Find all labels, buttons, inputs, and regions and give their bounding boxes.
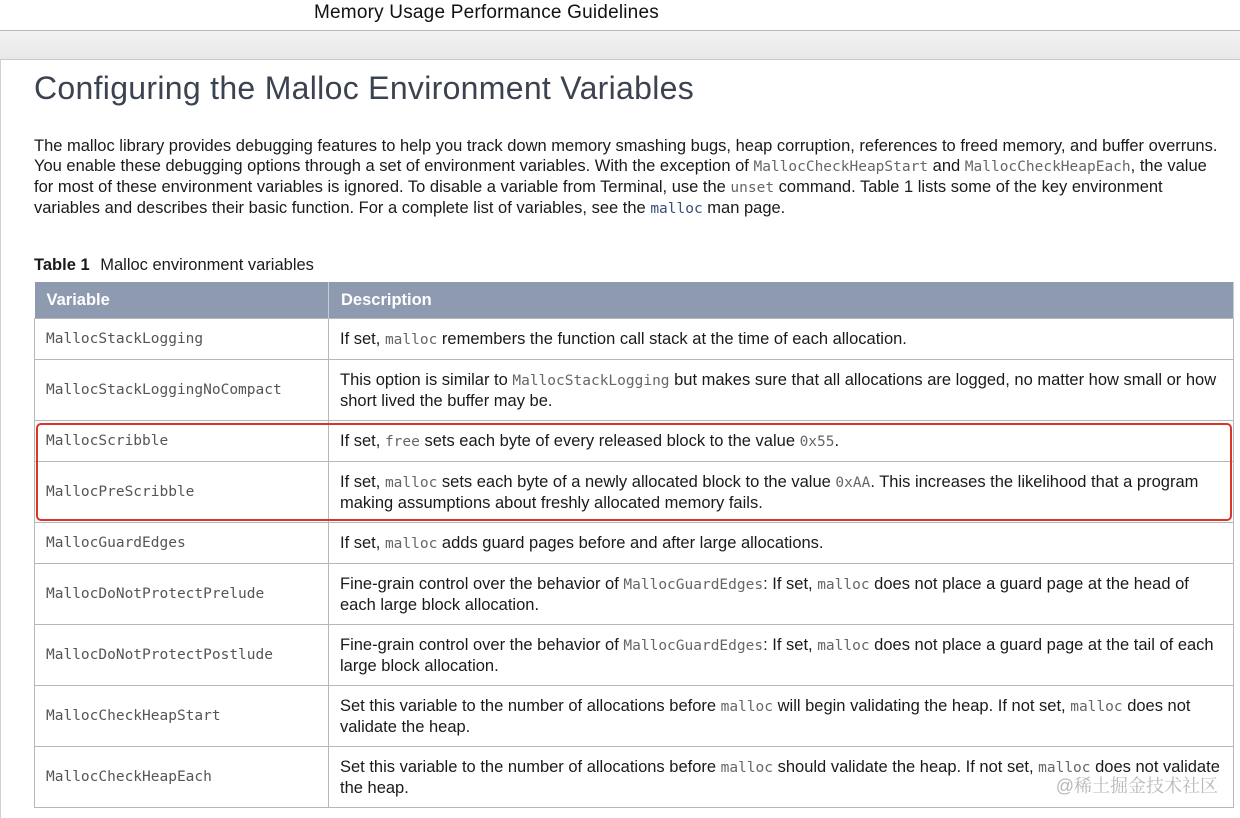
inline-code: malloc <box>1070 698 1123 715</box>
inline-code: malloc <box>817 576 870 593</box>
env-variables-table <box>34 282 1234 808</box>
inline-code: MallocCheckHeapStart <box>753 159 929 175</box>
variable-description <box>329 564 1234 625</box>
text-run: . <box>834 431 840 450</box>
variable-name: MallocCheckHeapEach <box>35 747 329 808</box>
table-caption-text: Malloc environment variables <box>100 256 314 274</box>
column-header-variable: Variable <box>35 282 329 319</box>
text-run: This option is similar to <box>340 370 513 389</box>
table-header-row <box>35 282 1234 319</box>
variable-description <box>329 625 1234 686</box>
variable-description <box>329 360 1234 421</box>
text-run: will begin validating the heap. If not set, <box>773 696 1071 715</box>
table-caption <box>34 256 314 275</box>
text-run: Set this variable to the number of allocations before <box>340 757 721 776</box>
text-run: If set, <box>340 533 385 552</box>
inline-code: MallocCheckHeapEach <box>964 159 1131 175</box>
table-row <box>35 319 1234 360</box>
table-row <box>35 625 1234 686</box>
inline-code: MallocStackLogging <box>512 372 670 389</box>
variable-name: MallocCheckHeapStart <box>35 686 329 747</box>
table-row <box>35 747 1234 808</box>
inline-code: malloc <box>720 759 774 776</box>
page-title: Configuring the Malloc Environment Variables <box>34 70 695 106</box>
text-run: does not place a guard page at the tail of each large block allocation. <box>340 635 1214 675</box>
table-row <box>35 564 1234 625</box>
text-run: command. Table 1 lists some of the key environment variables and describes their basic function. For a complete list of variables, see the <box>34 178 1163 217</box>
table-row <box>35 523 1234 564</box>
text-run: sets each byte of every released block to the value <box>419 431 800 450</box>
inline-code: unset <box>730 180 775 196</box>
inline-code: malloc <box>720 698 774 715</box>
text-run: but makes sure that all allocations are logged, no matter how small or how short lived the buffer may be. <box>340 370 1217 410</box>
variable-name: MallocStackLoggingNoCompact <box>35 360 329 421</box>
inline-code: malloc <box>384 331 438 348</box>
inline-code: malloc <box>817 637 870 654</box>
inline-code: MallocGuardEdges <box>623 637 764 654</box>
variable-name: MallocGuardEdges <box>35 523 329 564</box>
text-run: man page. <box>702 199 786 217</box>
text-run: does not place a guard page at the head of each large block allocation. <box>340 574 1189 614</box>
text-run: sets each byte of a newly allocated block to the value <box>437 472 836 491</box>
text-run: If set, <box>340 329 385 348</box>
text-run: should validate the heap. If not set, <box>773 757 1039 776</box>
text-run: adds guard pages before and after large allocations. <box>437 533 824 552</box>
window-titlebar <box>0 0 1240 30</box>
variable-description <box>329 462 1234 523</box>
table-caption-label: Table 1 <box>34 256 90 274</box>
variable-description <box>329 686 1234 747</box>
text-run: If set, <box>340 431 385 450</box>
text-run: , the value for most of these environment variables is ignored. To disable a variable from Terminal, use the <box>34 157 1207 196</box>
variable-description <box>329 523 1234 564</box>
text-run: and <box>928 157 965 175</box>
variable-name: MallocDoNotProtectPostlude <box>35 625 329 686</box>
text-run: The malloc library provides debugging features to help you track down memory smashing bugs, heap corruption, references to freed memory, and buffer overruns. You enable these debugging options through a set of environment variables. With the exception of <box>34 137 1218 175</box>
watermark: @稀土掘金技术社区 <box>1055 776 1218 796</box>
text-run: does not validate the heap. <box>340 696 1191 736</box>
text-run: remembers the function call stack at the time of each allocation. <box>437 329 907 348</box>
text-run: If set, <box>340 472 385 491</box>
table-row <box>35 462 1234 523</box>
document-content <box>0 60 1240 818</box>
inline-code: malloc <box>384 474 438 491</box>
text-run: Fine-grain control over the behavior of <box>340 635 624 654</box>
inline-code: malloc <box>384 535 438 552</box>
inline-code: 0x55 <box>799 433 835 450</box>
table-row <box>35 421 1234 462</box>
text-run: does not validate the heap. <box>340 757 1220 797</box>
toolbar <box>0 30 1240 60</box>
text-run: . This increases the likelihood that a program making assumptions about freshly allocated memory fails. <box>340 472 1199 512</box>
column-header-description: Description <box>329 282 1234 319</box>
text-run: Fine-grain control over the behavior of <box>340 574 624 593</box>
window-title: Memory Usage Performance Guidelines <box>314 2 659 23</box>
table-row <box>35 686 1234 747</box>
man-page-link[interactable]: malloc <box>650 201 703 217</box>
intro-paragraph <box>34 136 1229 219</box>
variable-description <box>329 421 1234 462</box>
table-row <box>35 360 1234 421</box>
text-run: Set this variable to the number of allocations before <box>340 696 721 715</box>
inline-code: malloc <box>1038 759 1091 776</box>
variable-name: MallocDoNotProtectPrelude <box>35 564 329 625</box>
variable-name: MallocPreScribble <box>35 462 329 523</box>
text-run: : If set, <box>763 635 818 654</box>
variable-name: MallocStackLogging <box>35 319 329 360</box>
inline-code: MallocGuardEdges <box>623 576 764 593</box>
variable-name: MallocScribble <box>35 421 329 462</box>
inline-code: 0xAA <box>835 474 871 491</box>
text-run: : If set, <box>763 574 818 593</box>
inline-code: free <box>384 433 420 450</box>
variable-description <box>329 319 1234 360</box>
